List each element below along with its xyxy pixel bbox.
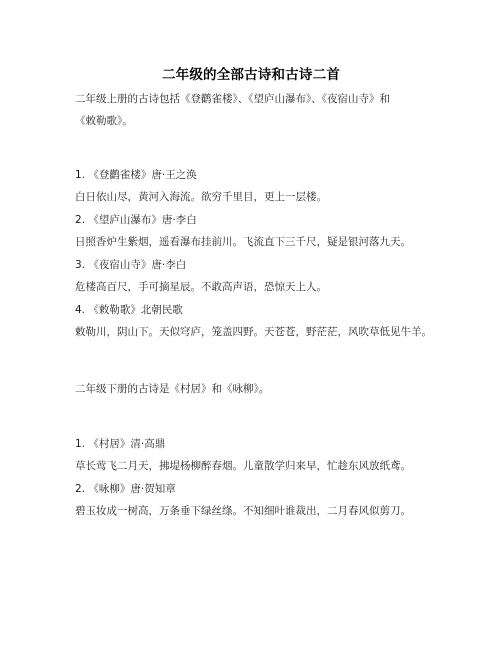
page-title: 二年级的全部古诗和古诗二首	[161, 67, 341, 83]
poem-heading: 2. 《咏柳》唐·贺知章	[75, 483, 176, 495]
poem-text: 草长莺飞二月天，拂堤杨柳醉春烟。儿童散学归来早，忙趁东风放纸鸢。	[75, 460, 411, 472]
poem-text: 白日依山尽，黄河入海流。欲穷千里目，更上一层楼。	[75, 191, 327, 203]
poem-heading: 3. 《夜宿山寺》唐·李白	[75, 259, 187, 271]
poem-heading: 1. 《登鹳雀楼》唐·王之涣	[75, 169, 197, 181]
poem-text: 碧玉妆成一树高，万条垂下绿丝绦。不知细叶谁裁出，二月春风似剪刀。	[75, 505, 411, 517]
poem-text: 危楼高百尺，手可摘星辰。不敢高声语，恐惊天上人。	[75, 281, 327, 293]
lower-intro: 二年级下册的古诗是《村居》和《咏柳》。	[75, 383, 270, 395]
poem-heading: 2. 《望庐山瀑布》唐·李白	[75, 214, 197, 226]
poem-text: 日照香炉生紫烟，遥看瀑布挂前川。飞流直下三千尺，疑是银河落九天。	[75, 236, 411, 248]
poem-text: 敕勒川，阴山下。天似穹庐，笼盖四野。天苍苍，野茫茫，风吹草低见牛羊。	[75, 326, 432, 338]
poem-heading: 1. 《村居》清·高鼎	[75, 438, 166, 450]
intro-line-1: 二年级上册的古诗包括《登鹳雀楼》、《望庐山瀑布》、《夜宿山寺》和	[75, 93, 390, 105]
intro-line-2: 《敕勒歌》。	[75, 115, 133, 127]
poem-heading: 4. 《敕勒歌》北朝民歌	[75, 304, 183, 316]
